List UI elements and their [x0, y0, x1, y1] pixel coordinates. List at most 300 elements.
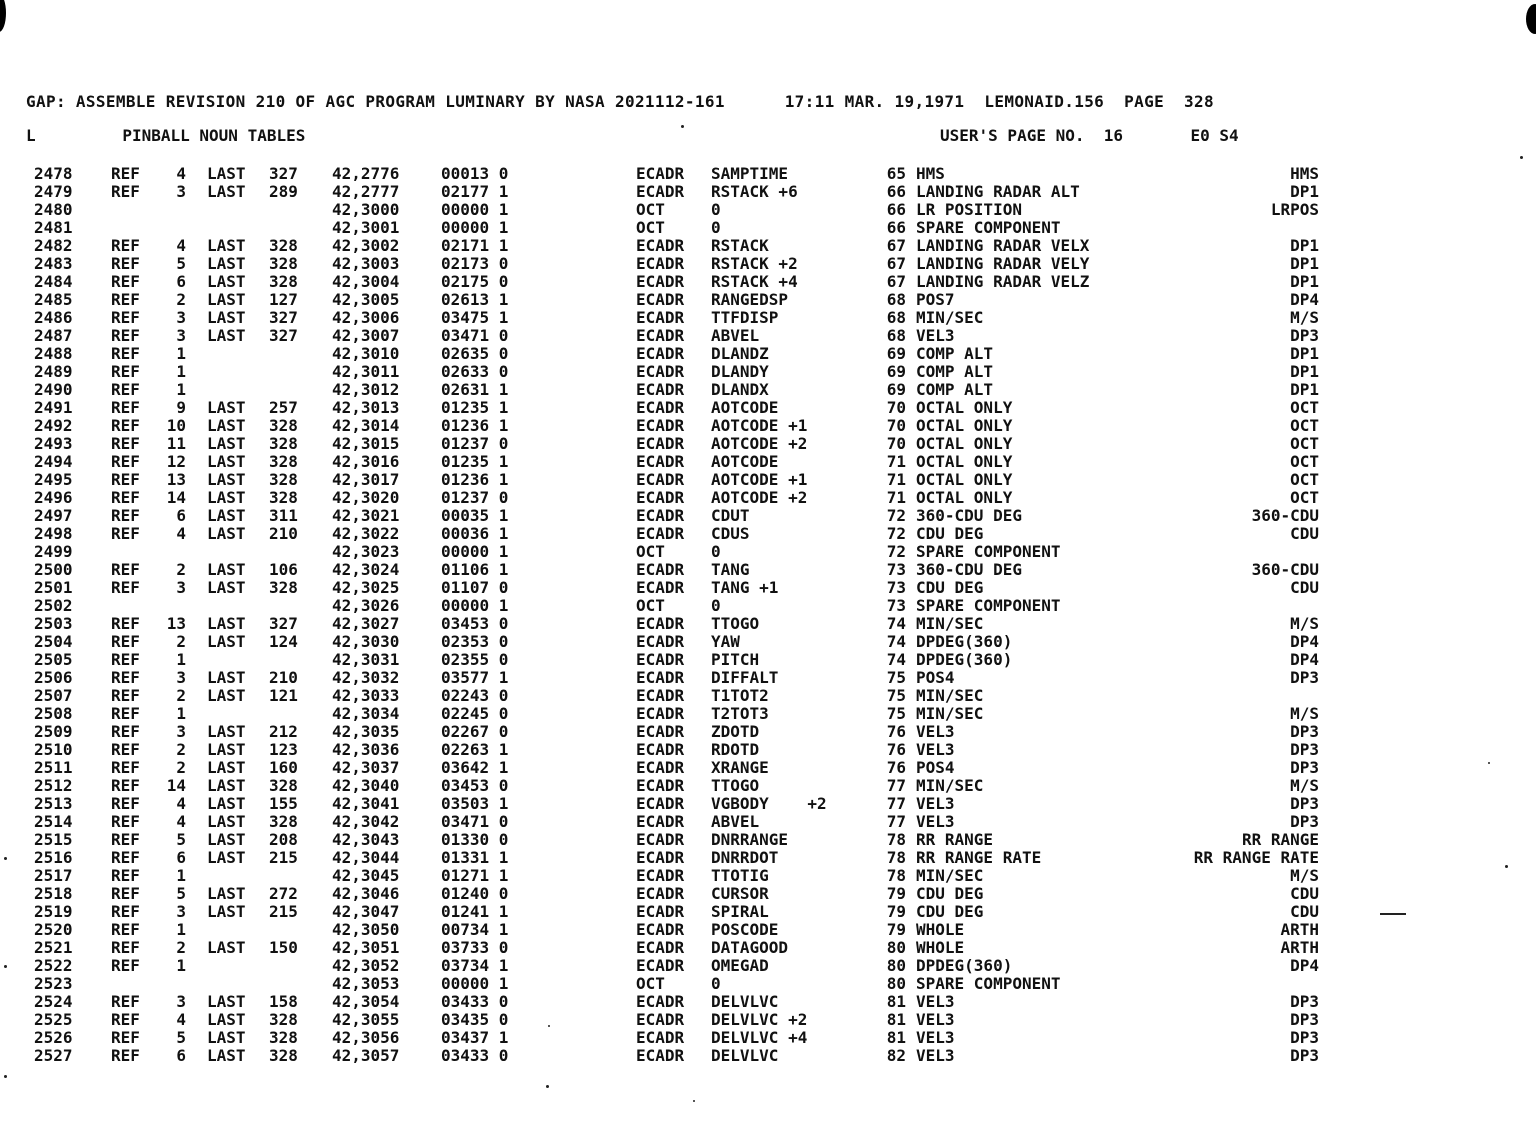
address: 42,3004 [332, 272, 400, 291]
assembly-title: GAP: ASSEMBLE REVISION 210 OF AGC PROGRAM LUMINARY BY NASA 2021112-161 [26, 92, 725, 111]
noun-number: 80 [886, 938, 906, 957]
octal-word: 03734 1 [441, 956, 509, 975]
noun-description: SPARE COMPONENT [916, 542, 1061, 561]
opcode: ECADR [636, 830, 685, 849]
last-label: LAST [207, 308, 246, 327]
last-label: LAST [207, 236, 246, 255]
noun-description: WHOLE [916, 920, 965, 939]
scale-type: ARTH [1280, 938, 1319, 957]
line-number: 2513 [34, 794, 73, 813]
table-row [0, 884, 1536, 902]
ref-label: REF [111, 830, 140, 849]
scale-type: CDU [1290, 524, 1319, 543]
noun-description: LANDING RADAR ALT [916, 182, 1080, 201]
last-page: 121 [269, 686, 298, 705]
opcode: OCT [636, 200, 665, 219]
last-label: LAST [207, 758, 246, 777]
last-label: LAST [207, 740, 246, 759]
noun-description: LR POSITION [916, 200, 1022, 219]
line-number: 2510 [34, 740, 73, 759]
octal-word: 02355 0 [441, 650, 509, 669]
last-label: LAST [207, 182, 246, 201]
scale-type: DP3 [1290, 794, 1319, 813]
scale-type: DP1 [1290, 254, 1319, 273]
address: 42,2776 [332, 164, 400, 183]
address: 42,3013 [332, 398, 400, 417]
address: 42,3005 [332, 290, 400, 309]
operand: CDUS [711, 524, 750, 543]
noun-description: 360-CDU DEG [916, 560, 1022, 579]
section-title: PINBALL NOUN TABLES [122, 126, 306, 145]
ref-count: 1 [176, 380, 186, 399]
noun-description: MIN/SEC [916, 776, 984, 795]
noun-number: 81 [886, 1028, 906, 1047]
octal-word: 01240 0 [441, 884, 509, 903]
opcode: ECADR [636, 614, 685, 633]
operand: DNRRANGE [711, 830, 789, 849]
scale-type: M/S [1290, 776, 1319, 795]
opcode: OCT [636, 596, 665, 615]
scale-type: DP3 [1290, 722, 1319, 741]
noun-number: 77 [886, 794, 906, 813]
octal-word: 01235 1 [441, 452, 509, 471]
address: 42,3037 [332, 758, 400, 777]
ref-label: REF [111, 344, 140, 363]
noun-number: 72 [886, 542, 906, 561]
address: 42,3040 [332, 776, 400, 795]
noun-description: WHOLE [916, 938, 965, 957]
ref-count: 14 [166, 488, 186, 507]
ref-label: REF [111, 848, 140, 867]
job-name: LEMONAID.156 [984, 92, 1105, 111]
noun-number: 75 [886, 668, 906, 687]
table-row [0, 920, 1536, 938]
opcode: ECADR [636, 290, 685, 309]
line-number: 2521 [34, 938, 73, 957]
line-number: 2505 [34, 650, 73, 669]
opcode: ECADR [636, 650, 685, 669]
address: 42,3047 [332, 902, 400, 921]
address: 42,3022 [332, 524, 400, 543]
octal-word: 02171 1 [441, 236, 509, 255]
scale-type: DP1 [1290, 344, 1319, 363]
last-page: 328 [269, 434, 298, 453]
ref-label: REF [111, 524, 140, 543]
noun-number: 80 [886, 974, 906, 993]
last-page: 160 [269, 758, 298, 777]
noun-number: 78 [886, 830, 906, 849]
table-row [0, 776, 1536, 794]
operand: 0 [711, 200, 721, 219]
ref-label: REF [111, 1010, 140, 1029]
address: 42,3051 [332, 938, 400, 957]
operand: XRANGE [711, 758, 769, 777]
table-row [0, 380, 1536, 398]
address: 42,3007 [332, 326, 400, 345]
address: 42,3021 [332, 506, 400, 525]
noun-number: 73 [886, 560, 906, 579]
last-page: 210 [269, 524, 298, 543]
opcode: ECADR [636, 938, 685, 957]
operand: 0 [711, 542, 721, 561]
operand: AOTCODE [711, 398, 779, 417]
address: 42,3046 [332, 884, 400, 903]
scale-type: CDU [1290, 578, 1319, 597]
users-page-number: 16 [1103, 126, 1124, 145]
last-page: 328 [269, 452, 298, 471]
last-label: LAST [207, 884, 246, 903]
ref-label: REF [111, 326, 140, 345]
operand: AOTCODE [711, 452, 779, 471]
opcode: ECADR [636, 488, 685, 507]
scale-type: ARTH [1280, 920, 1319, 939]
scan-speck [4, 1075, 7, 1078]
last-label: LAST [207, 776, 246, 795]
line-number: 2488 [34, 344, 73, 363]
last-label: LAST [207, 1046, 246, 1065]
ref-label: REF [111, 470, 140, 489]
ref-count: 4 [176, 794, 186, 813]
operand: RSTACK [711, 236, 769, 255]
line-number: 2520 [34, 920, 73, 939]
opcode: ECADR [636, 902, 685, 921]
ref-count: 6 [176, 272, 186, 291]
operand: AOTCODE +1 [711, 470, 808, 489]
line-number: 2498 [34, 524, 73, 543]
octal-word: 02245 0 [441, 704, 509, 723]
ref-label: REF [111, 434, 140, 453]
operand: DLANDZ [711, 344, 769, 363]
ref-count: 14 [166, 776, 186, 795]
opcode: ECADR [636, 434, 685, 453]
scale-type: 360-CDU [1251, 560, 1319, 579]
table-row [0, 164, 1536, 182]
opcode: ECADR [636, 1010, 685, 1029]
opcode: ECADR [636, 704, 685, 723]
octal-word: 02177 1 [441, 182, 509, 201]
octal-word: 03577 1 [441, 668, 509, 687]
opcode: ECADR [636, 470, 685, 489]
noun-number: 72 [886, 506, 906, 525]
ref-label: REF [111, 632, 140, 651]
noun-number: 82 [886, 1046, 906, 1065]
address: 42,3015 [332, 434, 400, 453]
address: 42,3045 [332, 866, 400, 885]
ref-label: REF [111, 668, 140, 687]
table-row [0, 848, 1536, 866]
address: 42,3023 [332, 542, 400, 561]
table-row [0, 254, 1536, 272]
ref-count: 5 [176, 1028, 186, 1047]
noun-number: 71 [886, 452, 906, 471]
scale-type: DP4 [1290, 956, 1319, 975]
scale-type: OCT [1290, 398, 1319, 417]
ref-label: REF [111, 380, 140, 399]
ref-count: 3 [176, 902, 186, 921]
opcode: ECADR [636, 272, 685, 291]
ref-label: REF [111, 308, 140, 327]
assembly-time-date: 17:11 MAR. 19,1971 [784, 92, 965, 111]
address: 42,3025 [332, 578, 400, 597]
noun-description: MIN/SEC [916, 614, 984, 633]
last-label: LAST [207, 416, 246, 435]
operand: ZDOTD [711, 722, 760, 741]
address: 42,3054 [332, 992, 400, 1011]
operand: TTFDISP [711, 308, 779, 327]
scan-speck [546, 1085, 549, 1088]
operand: TTOGO [711, 614, 760, 633]
ref-count: 4 [176, 164, 186, 183]
last-label: LAST [207, 722, 246, 741]
scale-type: DP3 [1290, 740, 1319, 759]
ref-count: 5 [176, 884, 186, 903]
noun-number: 78 [886, 848, 906, 867]
noun-number: 76 [886, 722, 906, 741]
address: 42,3057 [332, 1046, 400, 1065]
octal-word: 03453 0 [441, 614, 509, 633]
table-row [0, 614, 1536, 632]
last-page: 328 [269, 416, 298, 435]
octal-word: 01236 1 [441, 470, 509, 489]
line-number: 2489 [34, 362, 73, 381]
ref-label: REF [111, 956, 140, 975]
scale-type: LRPOS [1270, 200, 1319, 219]
last-label: LAST [207, 794, 246, 813]
line-number: 2486 [34, 308, 73, 327]
opcode: ECADR [636, 1046, 685, 1065]
scale-type: DP3 [1290, 812, 1319, 831]
noun-number: 74 [886, 650, 906, 669]
opcode: ECADR [636, 1028, 685, 1047]
octal-word: 01331 1 [441, 848, 509, 867]
operand: PITCH [711, 650, 760, 669]
line-number: 2480 [34, 200, 73, 219]
table-row [0, 722, 1536, 740]
ref-count: 2 [176, 632, 186, 651]
address: 42,3035 [332, 722, 400, 741]
last-page: 328 [269, 812, 298, 831]
address: 42,3020 [332, 488, 400, 507]
noun-number: 81 [886, 992, 906, 1011]
noun-number: 71 [886, 488, 906, 507]
operand: CURSOR [711, 884, 769, 903]
opcode: ECADR [636, 884, 685, 903]
address: 42,3044 [332, 848, 400, 867]
operand: 0 [711, 596, 721, 615]
operand: 0 [711, 974, 721, 993]
noun-description: VEL3 [916, 1046, 955, 1065]
page-label: PAGE [1124, 92, 1165, 111]
address: 42,3026 [332, 596, 400, 615]
opcode: ECADR [636, 398, 685, 417]
octal-word: 01237 0 [441, 434, 509, 453]
noun-number: 65 [886, 164, 906, 183]
line-number: 2481 [34, 218, 73, 237]
table-row [0, 1010, 1536, 1028]
opcode: OCT [636, 542, 665, 561]
scale-type: DP4 [1290, 632, 1319, 651]
ref-count: 2 [176, 758, 186, 777]
octal-word: 02243 0 [441, 686, 509, 705]
operand: DLANDY [711, 362, 769, 381]
last-page: 208 [269, 830, 298, 849]
noun-number: 69 [886, 344, 906, 363]
ref-label: REF [111, 452, 140, 471]
line-number: 2526 [34, 1028, 73, 1047]
last-label: LAST [207, 452, 246, 471]
noun-number: 67 [886, 254, 906, 273]
noun-number: 66 [886, 200, 906, 219]
operand: DELVLVC +2 [711, 1010, 808, 1029]
table-row [0, 938, 1536, 956]
ref-count: 1 [176, 866, 186, 885]
section-marker: L [26, 126, 36, 145]
opcode: ECADR [636, 848, 685, 867]
octal-word: 00000 1 [441, 974, 509, 993]
operand: 0 [711, 218, 721, 237]
noun-description: CDU DEG [916, 524, 984, 543]
table-row [0, 596, 1536, 614]
noun-number: 69 [886, 362, 906, 381]
scan-speck [681, 125, 684, 128]
last-page: 328 [269, 236, 298, 255]
table-row [0, 488, 1536, 506]
listing-table [0, 164, 1536, 1064]
noun-number: 71 [886, 470, 906, 489]
opcode: ECADR [636, 452, 685, 471]
opcode: ECADR [636, 326, 685, 345]
operand: T2TOT3 [711, 704, 769, 723]
scale-type: DP3 [1290, 758, 1319, 777]
octal-word: 00000 1 [441, 200, 509, 219]
line-number: 2504 [34, 632, 73, 651]
scale-type: DP1 [1290, 236, 1319, 255]
last-page: 311 [269, 506, 298, 525]
opcode: ECADR [636, 992, 685, 1011]
table-row [0, 830, 1536, 848]
address: 42,3036 [332, 740, 400, 759]
opcode: ECADR [636, 668, 685, 687]
table-row [0, 812, 1536, 830]
scan-edge-mark-left [0, 0, 6, 32]
octal-word: 03503 1 [441, 794, 509, 813]
last-page: 272 [269, 884, 298, 903]
scale-type: HMS [1290, 164, 1319, 183]
noun-description: MIN/SEC [916, 308, 984, 327]
noun-number: 67 [886, 236, 906, 255]
scale-type: DP3 [1290, 1010, 1319, 1029]
octal-word: 01237 0 [441, 488, 509, 507]
address: 42,3031 [332, 650, 400, 669]
ref-label: REF [111, 812, 140, 831]
table-row [0, 632, 1536, 650]
octal-word: 03475 1 [441, 308, 509, 327]
opcode: ECADR [636, 686, 685, 705]
noun-description: DPDEG(360) [916, 650, 1013, 669]
noun-description: HMS [916, 164, 945, 183]
last-label: LAST [207, 1028, 246, 1047]
ref-count: 4 [176, 1010, 186, 1029]
opcode: ECADR [636, 380, 685, 399]
address: 42,3011 [332, 362, 400, 381]
last-page: 328 [269, 578, 298, 597]
noun-number: 76 [886, 740, 906, 759]
address: 42,3032 [332, 668, 400, 687]
last-label: LAST [207, 470, 246, 489]
last-page: 327 [269, 308, 298, 327]
operand: VGBODY +2 [711, 794, 827, 813]
line-number: 2512 [34, 776, 73, 795]
opcode: ECADR [636, 416, 685, 435]
last-page: 155 [269, 794, 298, 813]
octal-word: 01330 0 [441, 830, 509, 849]
octal-word: 02173 0 [441, 254, 509, 273]
ref-count: 4 [176, 524, 186, 543]
line-number: 2506 [34, 668, 73, 687]
operand: DATAGOOD [711, 938, 789, 957]
last-page: 327 [269, 164, 298, 183]
subheader-line [26, 126, 1239, 145]
ref-label: REF [111, 362, 140, 381]
opcode: ECADR [636, 308, 685, 327]
ref-count: 5 [176, 830, 186, 849]
opcode: OCT [636, 218, 665, 237]
ref-count: 4 [176, 812, 186, 831]
ref-count: 2 [176, 740, 186, 759]
scale-type: DP1 [1290, 182, 1319, 201]
scan-speck [1520, 156, 1523, 159]
noun-number: 79 [886, 902, 906, 921]
line-number: 2522 [34, 956, 73, 975]
octal-word: 00734 1 [441, 920, 509, 939]
opcode: ECADR [636, 524, 685, 543]
last-label: LAST [207, 992, 246, 1011]
octal-word: 01241 1 [441, 902, 509, 921]
scale-type: 360-CDU [1251, 506, 1319, 525]
operand: AOTCODE +1 [711, 416, 808, 435]
noun-description: MIN/SEC [916, 866, 984, 885]
table-row [0, 974, 1536, 992]
operand: TANG +1 [711, 578, 779, 597]
ref-count: 3 [176, 182, 186, 201]
ref-label: REF [111, 254, 140, 273]
last-page: 328 [269, 272, 298, 291]
line-number: 2487 [34, 326, 73, 345]
ref-label: REF [111, 776, 140, 795]
opcode: ECADR [636, 758, 685, 777]
table-row [0, 452, 1536, 470]
address: 42,3041 [332, 794, 400, 813]
noun-description: DPDEG(360) [916, 632, 1013, 651]
opcode: ECADR [636, 578, 685, 597]
last-label: LAST [207, 1010, 246, 1029]
opcode: ECADR [636, 740, 685, 759]
noun-description: VEL3 [916, 1010, 955, 1029]
address: 42,3053 [332, 974, 400, 993]
line-number: 2517 [34, 866, 73, 885]
ref-count: 3 [176, 578, 186, 597]
ref-label: REF [111, 398, 140, 417]
table-row [0, 416, 1536, 434]
last-page: 158 [269, 992, 298, 1011]
scale-type: OCT [1290, 470, 1319, 489]
scale-type: DP1 [1290, 272, 1319, 291]
line-number: 2516 [34, 848, 73, 867]
ref-label: REF [111, 164, 140, 183]
octal-word: 02631 1 [441, 380, 509, 399]
table-row [0, 794, 1536, 812]
scan-edge-mark-right [1526, 4, 1536, 34]
